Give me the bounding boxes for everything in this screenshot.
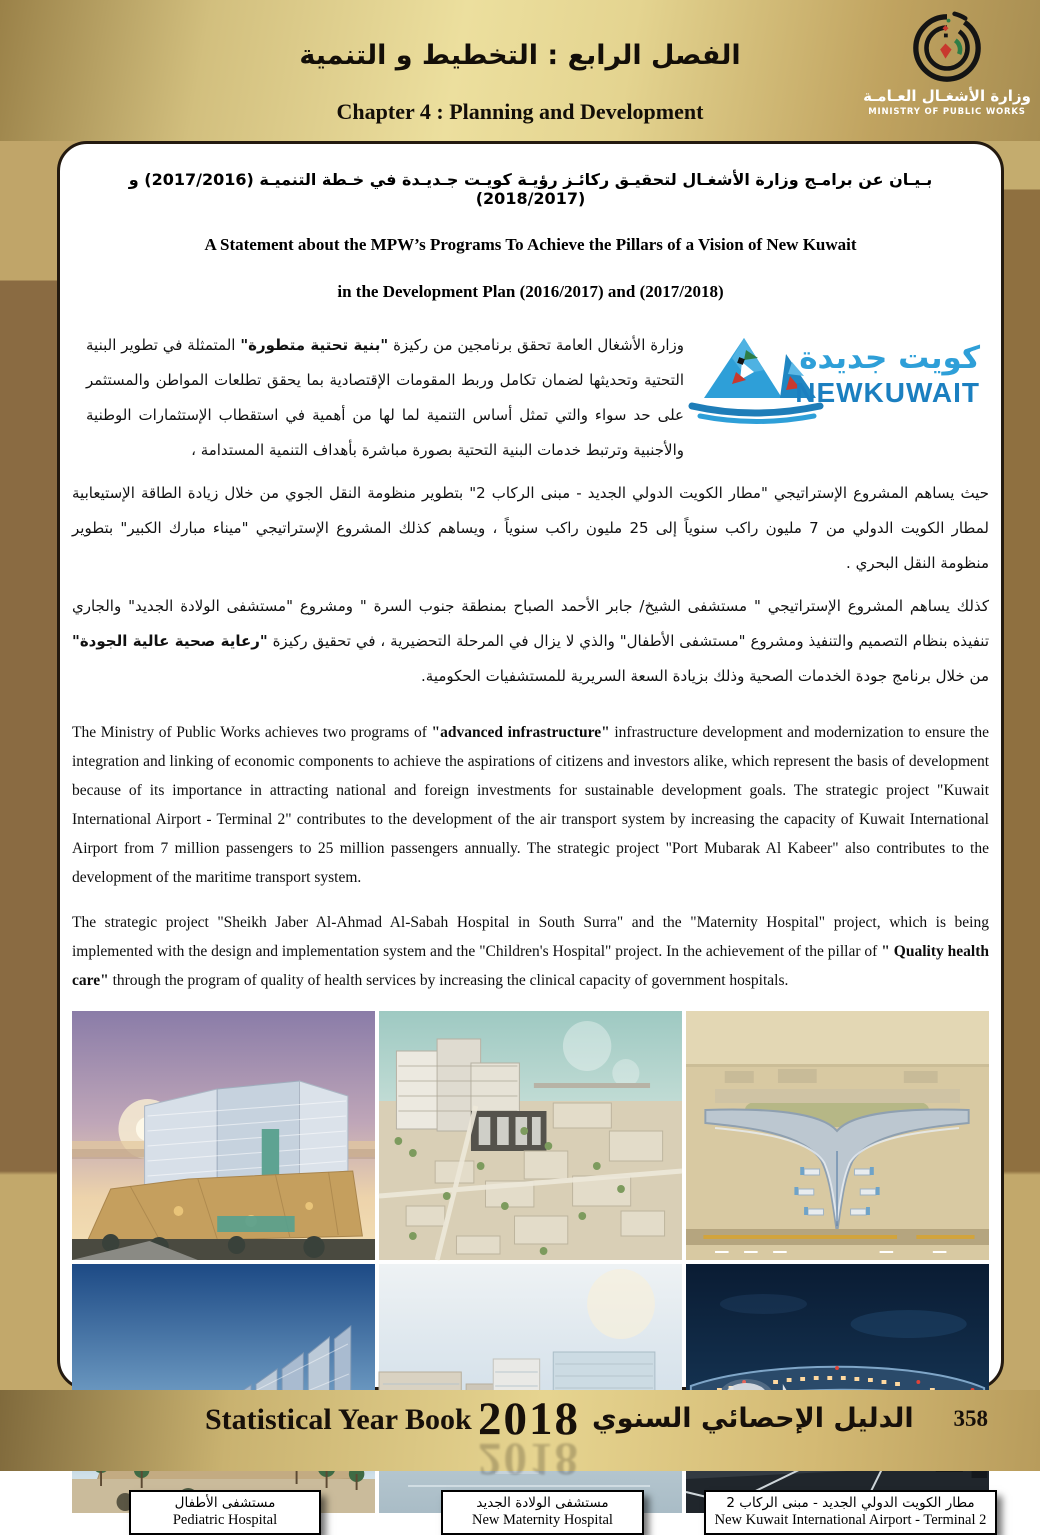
arabic-paragraph-1 bbox=[72, 328, 684, 468]
statement-title-english-line1: A Statement about the MPW’s Programs To Achieve the Pillars of a Vision of New Kuwait bbox=[204, 235, 857, 254]
arabic-paragraph-2: حيث يساهم المشروع الإستراتيجي "مطار الكويت الدولي الجديد - مبنى الركاب 2" بتطوير منظومة النقل الجوي من خلال زيادة الطاقة الإستيعابية لمطار الكويت الدولي من 7 مليون راكب سنوياً إلى 25 مليون راكب سنوياً ، ويساهم كذلك المشروع الإستراتيجي "ميناء مبارك الكبير" بتطوير منظومة النقل البحري . bbox=[72, 484, 989, 572]
arabic-paragraph-1-rest: المتمثلة في تطوير البنية التحتية وتحديثها لضمان تكامل وربط المقومات الإقتصادية بما يحقق تطلعات المواطن والمستثمر على حد سواء والتي تمثل أساس التنمية لما لها من أهمية في استقطاب الإستثمارات الوطنية والأجنبية وترتبط خدمات البنية التحتية بصورة مباشرة بأهداف التنمية المستدامة ، bbox=[86, 336, 684, 459]
ministry-of-public-works-logo bbox=[862, 10, 1032, 117]
english-paragraph-1-text: The Ministry of Public Works achieves two programs of bbox=[72, 724, 432, 741]
caption-pediatric-hospital-arabic: مستشفى الأطفال bbox=[174, 1495, 276, 1511]
statement-title-arabic: بـيـان عن برامـج وزارة الأشغـال لتحقيـق ركائـز رؤيـة كويـت جـديـدة في خـطة التنميـة (2017/2016) و (2018/2017) bbox=[128, 170, 933, 208]
photo-airport-terminal2-night-render bbox=[686, 1264, 989, 1513]
photo-maternity-hospital-campus-aerial-render bbox=[379, 1011, 682, 1260]
caption-pediatric-hospital bbox=[129, 1490, 321, 1535]
caption-new-maternity-hospital-english: New Maternity Hospital bbox=[472, 1512, 613, 1528]
ministry-emblem-icon bbox=[909, 10, 985, 86]
caption-new-maternity-hospital-arabic: مستشفى الولادة الجديد bbox=[476, 1495, 609, 1511]
footer-band bbox=[0, 1390, 1040, 1485]
new-kuwait-logo bbox=[684, 328, 989, 428]
english-paragraph-2-bold: " Quality health care" bbox=[72, 943, 989, 989]
ministry-name-english: MINISTRY OF PUBLIC WORKS bbox=[868, 107, 1026, 117]
photo-pediatric-hospital-render bbox=[72, 1264, 375, 1513]
arabic-paragraph-3-rest: من خلال برنامج جودة الخدمات الصحية وذلك بزيادة السعة السريرية للمستشفيات الحكومية. bbox=[421, 667, 989, 685]
footer-title-arabic: الدليل الإحصائي السنوي bbox=[592, 1403, 914, 1434]
new-kuwait-english-wordmark: NEWKUWAIT bbox=[795, 377, 980, 408]
photo-airport-terminal2-aerial-render bbox=[686, 1011, 989, 1260]
arabic-paragraph-3 bbox=[72, 589, 989, 694]
new-kuwait-sailboat-icon bbox=[684, 328, 989, 428]
arabic-paragraph-3-text: كذلك يساهم المشروع الإستراتيجي " مستشفى الشيخ/ جابر الأحمد الصباح بمنطقة جنوب السرة " ومشروع "مستشفى الولادة الجديد" والجاري تنفيذه بنظام التصميم والتنفيذ ومشروع "مستشفى الأطفال" والذي لا يزال في المرحلة التحضيرية ، في تحقيق ركيزة bbox=[72, 597, 989, 650]
caption-airport-terminal2-arabic: مطار الكويت الدولي الجديد - مبنى الركاب 2 bbox=[726, 1495, 975, 1511]
caption-new-maternity-hospital bbox=[441, 1490, 644, 1535]
page-number: 358 bbox=[953, 1406, 988, 1431]
english-paragraph-1-rest: infrastructure development and modernization to ensure the integration and linking of economic components to achieve the aspirations of citizens and investors alike, which represent the basis of development because of its importance in attracting national and foreign investments for sustainable development goals. The strategic project "Kuwait International Airport - Terminal 2" contributes to the development of the air transport system by increasing the capacity of Kuwait International Airport from 7 million passengers to 25 million passengers annually. The strategic project "Port Mubarak Al Kabeer" also contributes to the development of the maritime transport system. bbox=[72, 724, 989, 886]
new-kuwait-arabic-wordmark: كويت جديدة bbox=[799, 340, 980, 376]
arabic-paragraph-1-bold: "بنية تحتية متطورة" bbox=[240, 336, 389, 354]
caption-airport-terminal2 bbox=[704, 1490, 997, 1535]
caption-airport-terminal2-english: New Kuwait International Airport - Terminal 2 bbox=[714, 1512, 987, 1528]
english-paragraph-1 bbox=[72, 718, 989, 892]
photo-pediatric-hospital-sunset-render bbox=[72, 1011, 375, 1260]
footer-year-reflection: 2018 bbox=[478, 1433, 580, 1485]
chapter-title-arabic: الفصل الرابع : التخطيط و التنمية bbox=[299, 40, 741, 71]
english-paragraph-2-rest: through the program of quality of health services by increasing the clinical capacity of government hospitals. bbox=[108, 972, 789, 989]
footer-year-group bbox=[478, 1392, 580, 1485]
english-paragraph-1-bold: "advanced infrastructure" bbox=[431, 724, 610, 741]
footer-year: 2018 bbox=[478, 1393, 580, 1445]
arabic-paragraph-1-text: وزارة الأشغال العامة تحقق برنامجين من ركيزة bbox=[388, 336, 684, 354]
ministry-name-arabic: وزارة الأشغـال العـامـة bbox=[863, 87, 1031, 105]
english-paragraph-2-text: The strategic project "Sheikh Jaber Al-Ahmad Al-Sabah Hospital in South Surra" and the "Maternity Hospital" project, which is being implemented with the design and implementation system and the "Children's Hospital" project. In the achievement of the pillar of bbox=[72, 914, 989, 960]
statement-title-english-line2: in the Development Plan (2016/2017) and (2017/2018) bbox=[337, 282, 724, 301]
caption-pediatric-hospital-english: Pediatric Hospital bbox=[172, 1512, 278, 1528]
footer-book-title: Statistical Year Book bbox=[205, 1403, 472, 1436]
english-paragraph-2 bbox=[72, 908, 989, 995]
chapter-title-english: Chapter 4 : Planning and Development bbox=[336, 99, 704, 124]
arabic-paragraph-3-bold: "رعاية صحية عالية الجودة" bbox=[72, 632, 268, 650]
